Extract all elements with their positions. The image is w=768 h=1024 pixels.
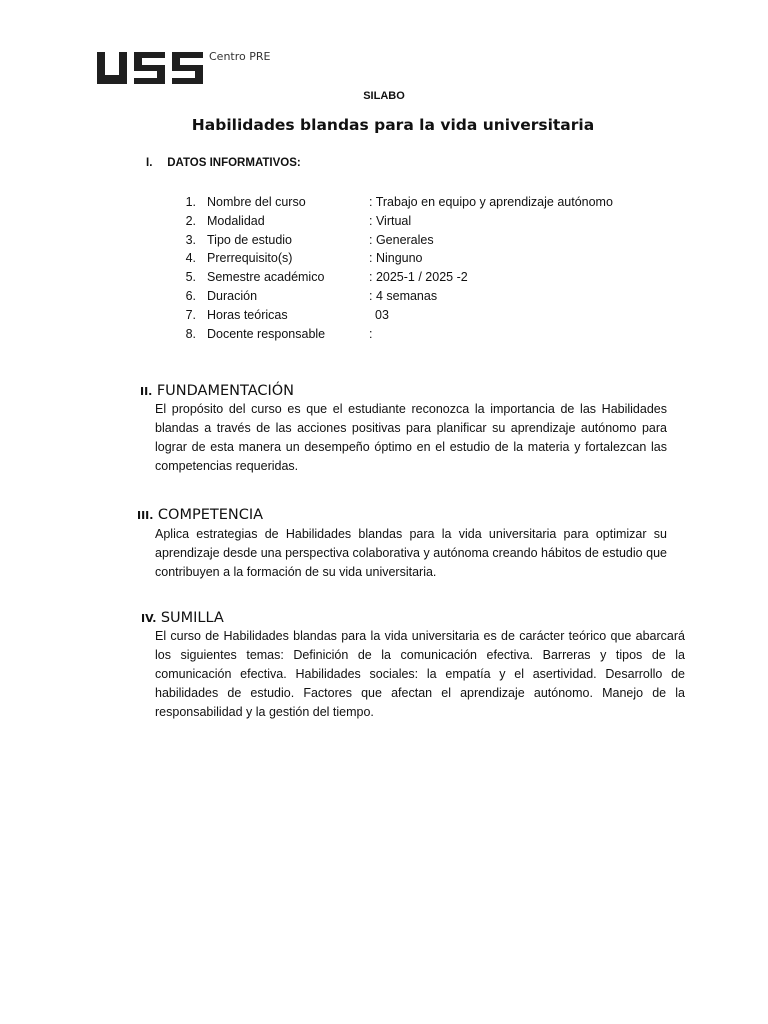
- section-sumilla-heading: [141, 609, 224, 627]
- item-label: Horas teóricas: [207, 307, 288, 322]
- section-competencia-heading: [137, 506, 263, 524]
- list-item: [170, 287, 613, 306]
- item-label: Tipo de estudio: [207, 232, 293, 247]
- section-numeral: IV.: [141, 612, 157, 625]
- section-title: DATOS INFORMATIVOS:: [167, 157, 301, 169]
- section-title: SUMILLA: [160, 610, 224, 626]
- course-title: Habilidades blandas para la vida universitaria: [191, 116, 595, 134]
- item-label: Nombre del curso: [207, 195, 306, 209]
- section-numeral: III.: [137, 509, 154, 522]
- item-value: : Trabajo en equipo y aprendizaje autónomo: [369, 195, 613, 209]
- logo-subtitle: Centro PRE: [209, 50, 271, 63]
- list-item: [170, 193, 613, 212]
- item-value: : Virtual: [369, 213, 412, 228]
- item-value: : Generales: [369, 232, 434, 247]
- list-item: [170, 268, 613, 287]
- sumilla-text: El curso de Habilidades blandas para la vida universitaria es de carácter teórico que abarcará los siguientes temas: Definición de la comunicación efectiva. Barreras y tipos de la comunicación efectiva. Habilidades sociales: la empatía y el asertividad. Desarrollo de habilidades de estudio. Factores que afectan el aprendizaje autónomo. Manejo de la responsabilidad y la gestión del tiempo.: [155, 629, 685, 719]
- item-number: 8.: [185, 326, 196, 341]
- list-item: [170, 249, 613, 268]
- item-number: 5.: [185, 270, 196, 285]
- item-number: 7.: [185, 307, 196, 322]
- uss-logo-mark: [96, 52, 204, 84]
- document-label: SILABO: [363, 90, 405, 102]
- item-number: 2.: [185, 213, 196, 228]
- section-title: COMPETENCIA: [157, 507, 264, 523]
- section-fundamentacion-heading: [140, 382, 294, 400]
- item-value: : 2025-1 / 2025 -2: [369, 270, 468, 285]
- item-number: 4.: [185, 251, 196, 266]
- fundamentacion-text: El propósito del curso es que el estudiante reconozca la importancia de las Habilidades blandas a través de las acciones positivas para planificar su aprendizaje autónomo para lograr de esta manera un desempeño óptimo en el estudio de la materia y fortalezcan las competencias requeridas.: [155, 402, 667, 473]
- item-label: Duración: [207, 288, 258, 303]
- list-item: [170, 231, 613, 250]
- list-item: [170, 306, 613, 325]
- item-number: 1.: [185, 195, 196, 209]
- item-label: Prerrequisito(s): [207, 251, 293, 266]
- item-label: Modalidad: [207, 213, 265, 228]
- section-numeral: II.: [140, 385, 153, 398]
- list-item: [170, 212, 613, 231]
- item-label: Semestre académico: [207, 270, 325, 285]
- section-title: FUNDAMENTACIÓN: [156, 383, 295, 399]
- list-item: [170, 325, 613, 344]
- uss-logo: [96, 48, 276, 88]
- competencia-text: Aplica estrategias de Habilidades blandas para la vida universitaria para optimizar su aprendizaje desde una perspectiva colaborativa y autónoma creando hábitos de estudio que contribuyen a la formación de su vida universitaria.: [155, 527, 667, 579]
- item-value: :: [369, 326, 373, 341]
- section-datos-heading: [146, 157, 301, 169]
- item-label: Docente responsable: [207, 326, 326, 341]
- item-value: : Ninguno: [369, 251, 423, 266]
- item-value: 03: [375, 307, 389, 322]
- datos-list: [170, 193, 613, 343]
- item-value: : 4 semanas: [369, 288, 438, 303]
- item-number: 3.: [185, 232, 196, 247]
- section-numeral: I.: [146, 157, 153, 169]
- item-number: 6.: [185, 288, 196, 303]
